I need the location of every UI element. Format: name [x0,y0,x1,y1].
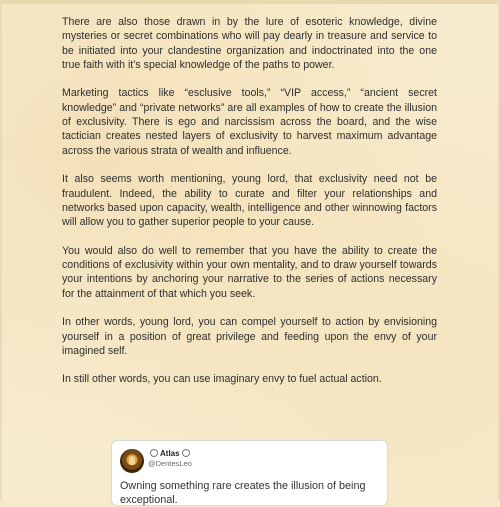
embedded-tweet-card[interactable] [111,440,388,506]
page-frame-top [0,0,500,4]
tweet-text: Owning something rare creates the illusion of being exceptional. [120,480,366,506]
document-body [62,15,437,401]
paragraph-fraudulent: It also seems worth mentioning, young lord, that exclusivity need not be fraudulent. Indeed, the ability to curate and filter your relationships and networks based upon capacity, wealth, intelligence and other winnowing factors will allow you to gather superior people to your cause. [62,173,437,229]
tweet-author-row [148,449,192,459]
tweet-author-name[interactable]: Atlas [160,449,180,458]
tweet-author-handle[interactable]: @DentesLeo [148,459,192,468]
paragraph-marketing: Marketing tactics like “esclusive tools,” “VIP access,” “ancient secret knowledge” and “private networks” are all examples of how to create the illusion of exclusivity. There is ego and narcissism across the board, and the wise tactician creates nested layers of exclusivity to harvest maximum advantage across the various strata of wealth and influence. [62,87,437,157]
paragraph-envy: In still other words, you can use imaginary envy to fuel actual action. [62,373,382,386]
page-frame-left [0,0,2,500]
badge-icon [150,449,158,457]
paragraph-mentality: You would also do well to remember that you have the ability to create the conditions of exclusivity within your own mentality, and to draw yourself towards your intentions by anchoring your narrative to the series of actions necessary for the attainment of that which you seek. [62,244,437,300]
avatar[interactable] [120,449,144,473]
paragraph-esoteric: There are also those drawn in by the lure of esoteric knowledge, divine mysteries or secret combinations who will pay dearly in treasure and service to be initiated into your clandestine organization and indoctrinated into the one true faith with it’s special knowledge of the paths to power. [62,16,437,71]
badge-icon [182,449,190,457]
paragraph-compel: In other words, young lord, you can compel yourself to action by envisioning yourself in a position of great privilege and feeding upon the envy of your imagined self. [62,316,437,357]
